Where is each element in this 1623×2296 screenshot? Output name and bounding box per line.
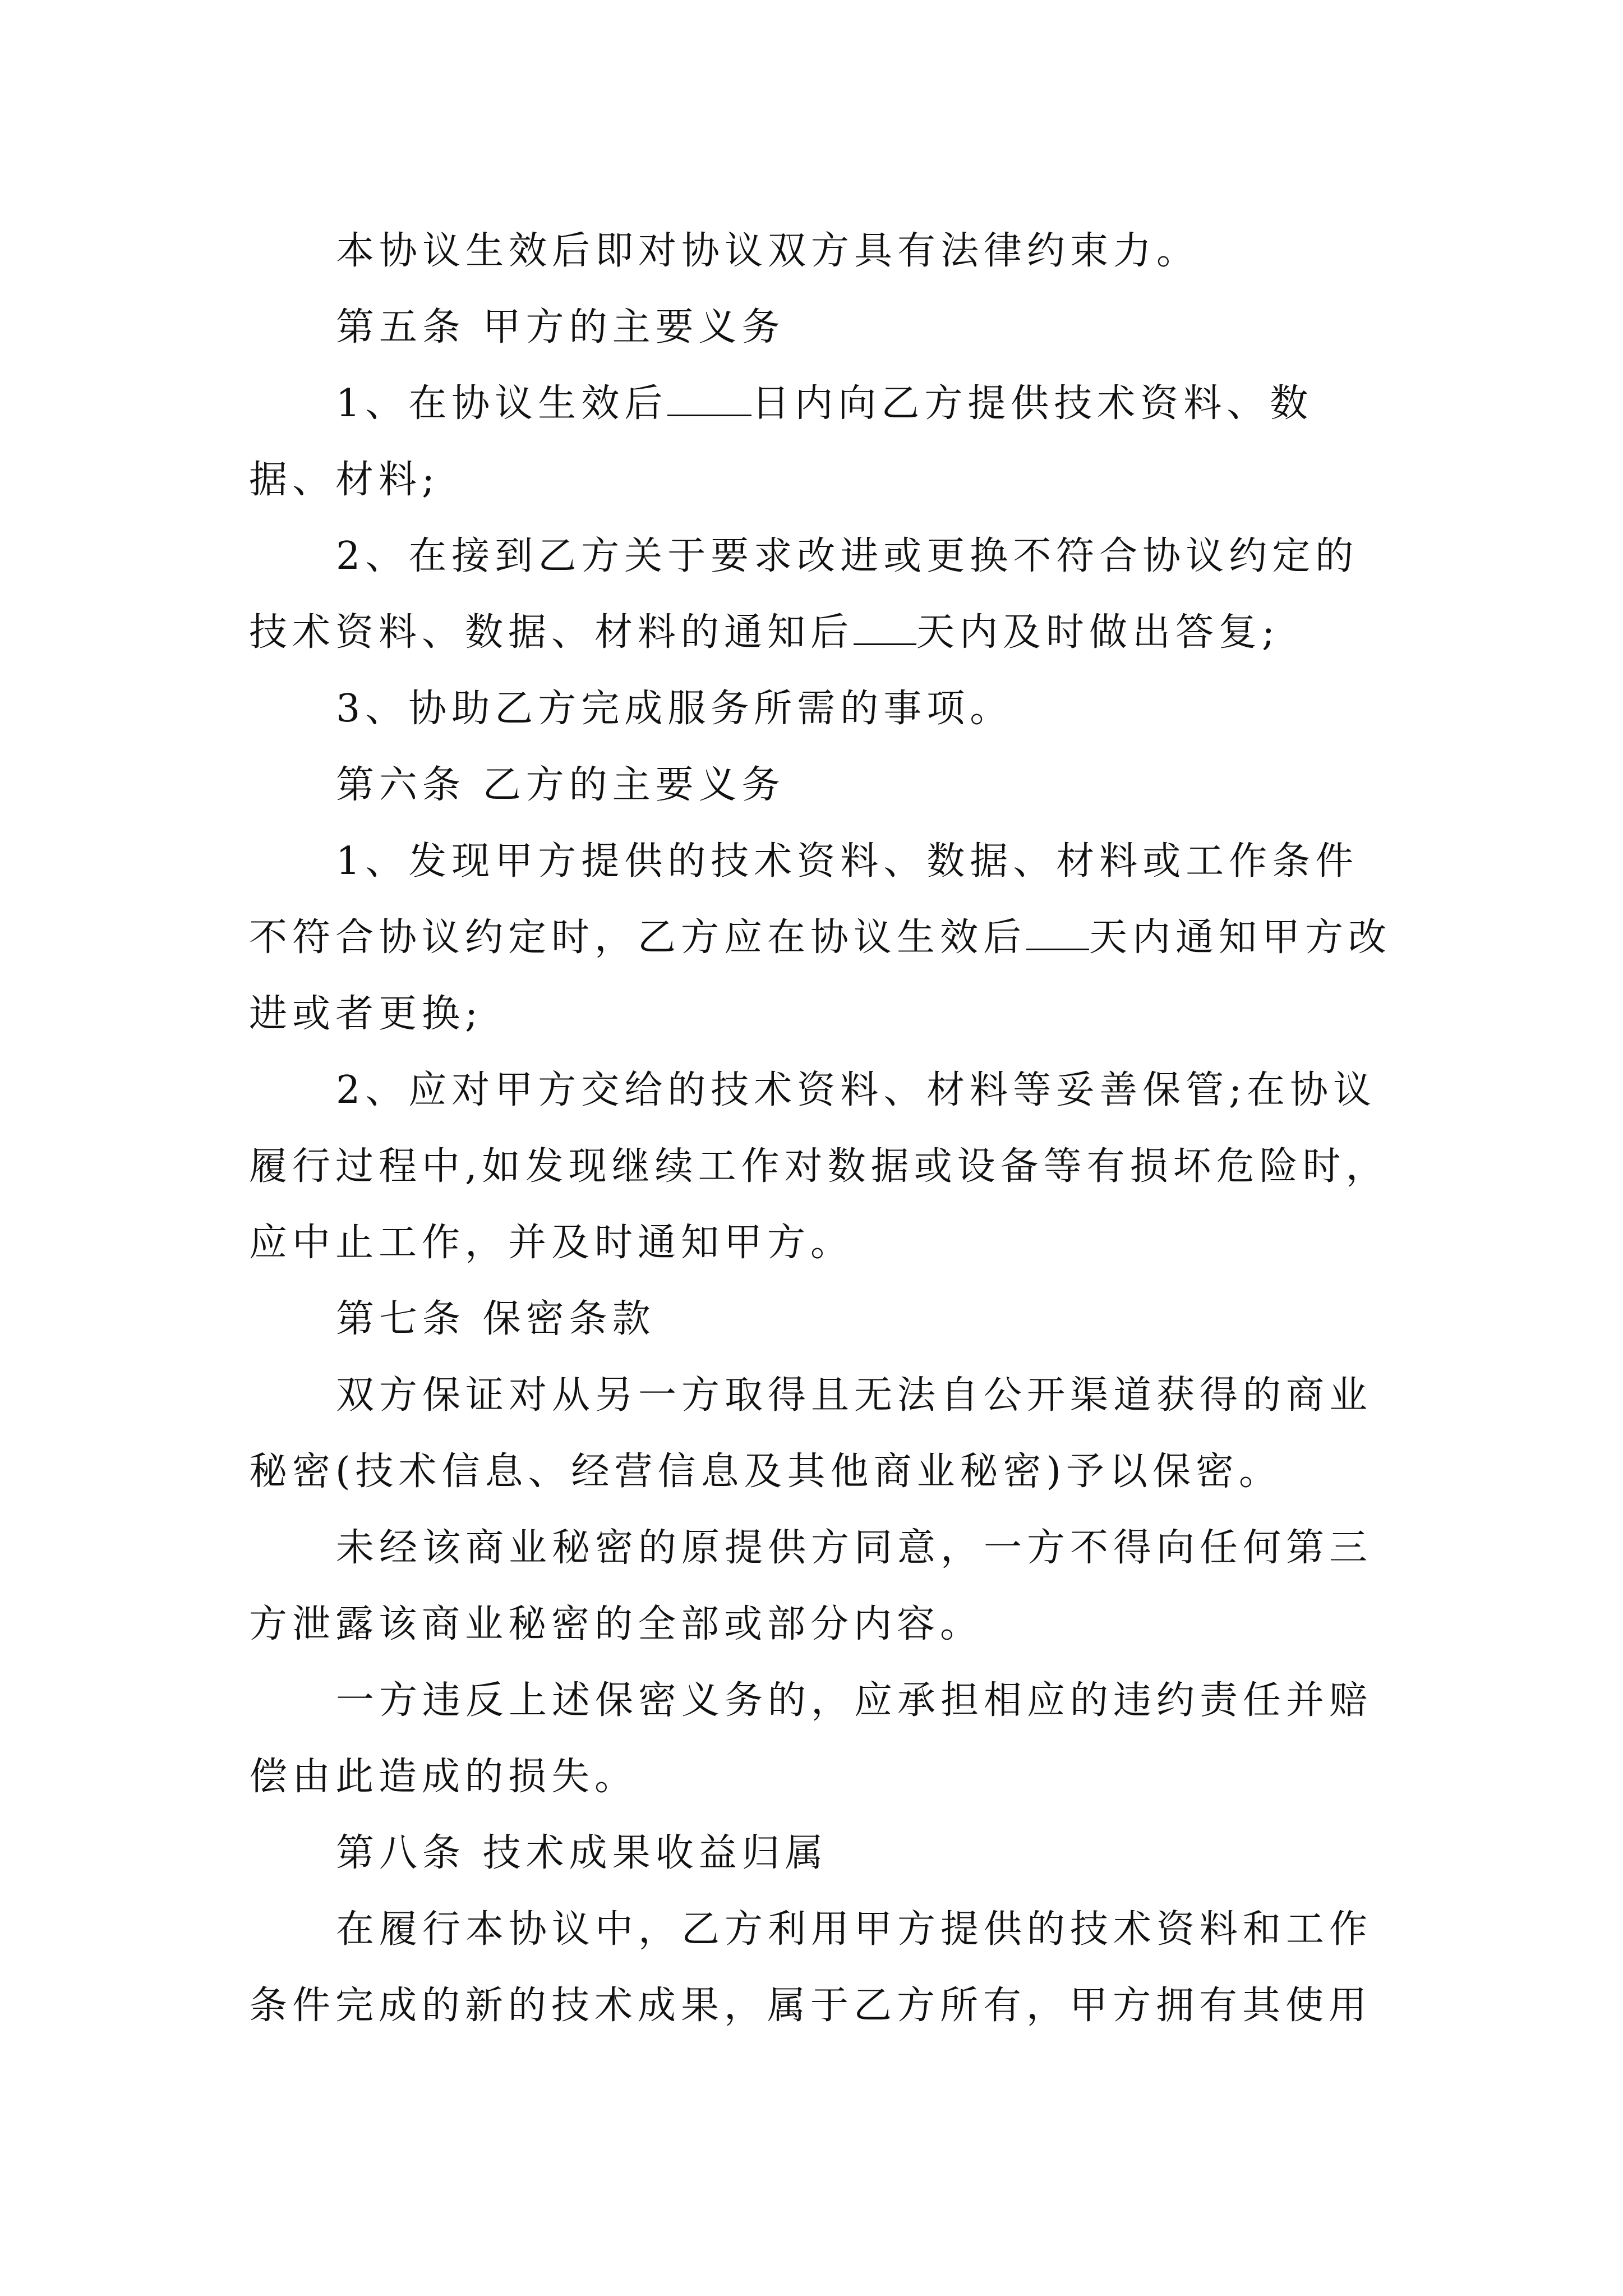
clause-6-item-1-before: 1、发现甲方提供的技术资料、数据、材料或工作条件不符合协议约定时，乙方应在协议生效后: [249, 839, 1359, 960]
clause-6-item-1-after: 天内通知甲方改进或者更换;: [249, 915, 1392, 1036]
clause-7-paragraph-3: 一方违反上述保密义务的，应承担相应的违约责任并赔偿由此造成的损失。: [249, 1678, 1373, 1799]
clause-5-item-1-before: 1、在协议生效后: [336, 381, 668, 426]
fill-in-blank: [1026, 916, 1089, 950]
document-body: [249, 213, 1393, 2044]
clause-5-item-2-before: 2、在接到乙方关于要求改进或更换不符合协议约定的技术资料、数据、材料的通知后: [249, 534, 1359, 655]
clause-5-item-3: 3、协助乙方完成服务所需的事项。: [336, 687, 1013, 731]
clause-7-paragraph-1: 双方保证对从另一方取得且无法自公开渠道获得的商业秘密(技术信息、经营信息及其他商业秘密)予以保密。: [249, 1373, 1373, 1494]
clause-5-item-1: [249, 366, 1393, 518]
clause-8-heading: 第八条 技术成果收益归属: [336, 1831, 828, 1875]
clause-7-heading: 第七条 保密条款: [336, 1297, 656, 1341]
fill-in-blank: [854, 611, 916, 645]
clause-5-item-2-after: 天内及时做出答复;: [916, 610, 1280, 655]
clause-7-paragraph-2: 未经该商业秘密的原提供方同意，一方不得向任何第三方泄露该商业秘密的全部或部分内容。: [249, 1526, 1373, 1646]
clause-5-item-1-after: 日内向乙方提供技术资料、数据、材料;: [249, 381, 1313, 502]
clause-6-item-2: 2、应对甲方交给的技术资料、材料等妥善保管;在协议履行过程中,如发现继续工作对数据或设备等有损坏危险时，应中止工作，并及时通知甲方。: [249, 1068, 1389, 1265]
clause-6-item-1: [249, 823, 1393, 1052]
clause-6-heading: 第六条 乙方的主要义务: [336, 763, 785, 807]
clause-5-heading: 第五条 甲方的主要义务: [336, 305, 785, 349]
fill-in-blank: [667, 382, 751, 416]
clause-8-paragraph-1: 在履行本协议中，乙方利用甲方提供的技术资料和工作条件完成的新的技术成果，属于乙方所有，甲方拥有其使用: [249, 1907, 1373, 2028]
paragraph-effect: 本协议生效后即对协议双方具有法律约束力。: [336, 229, 1200, 273]
clause-5-item-2: [249, 518, 1393, 671]
